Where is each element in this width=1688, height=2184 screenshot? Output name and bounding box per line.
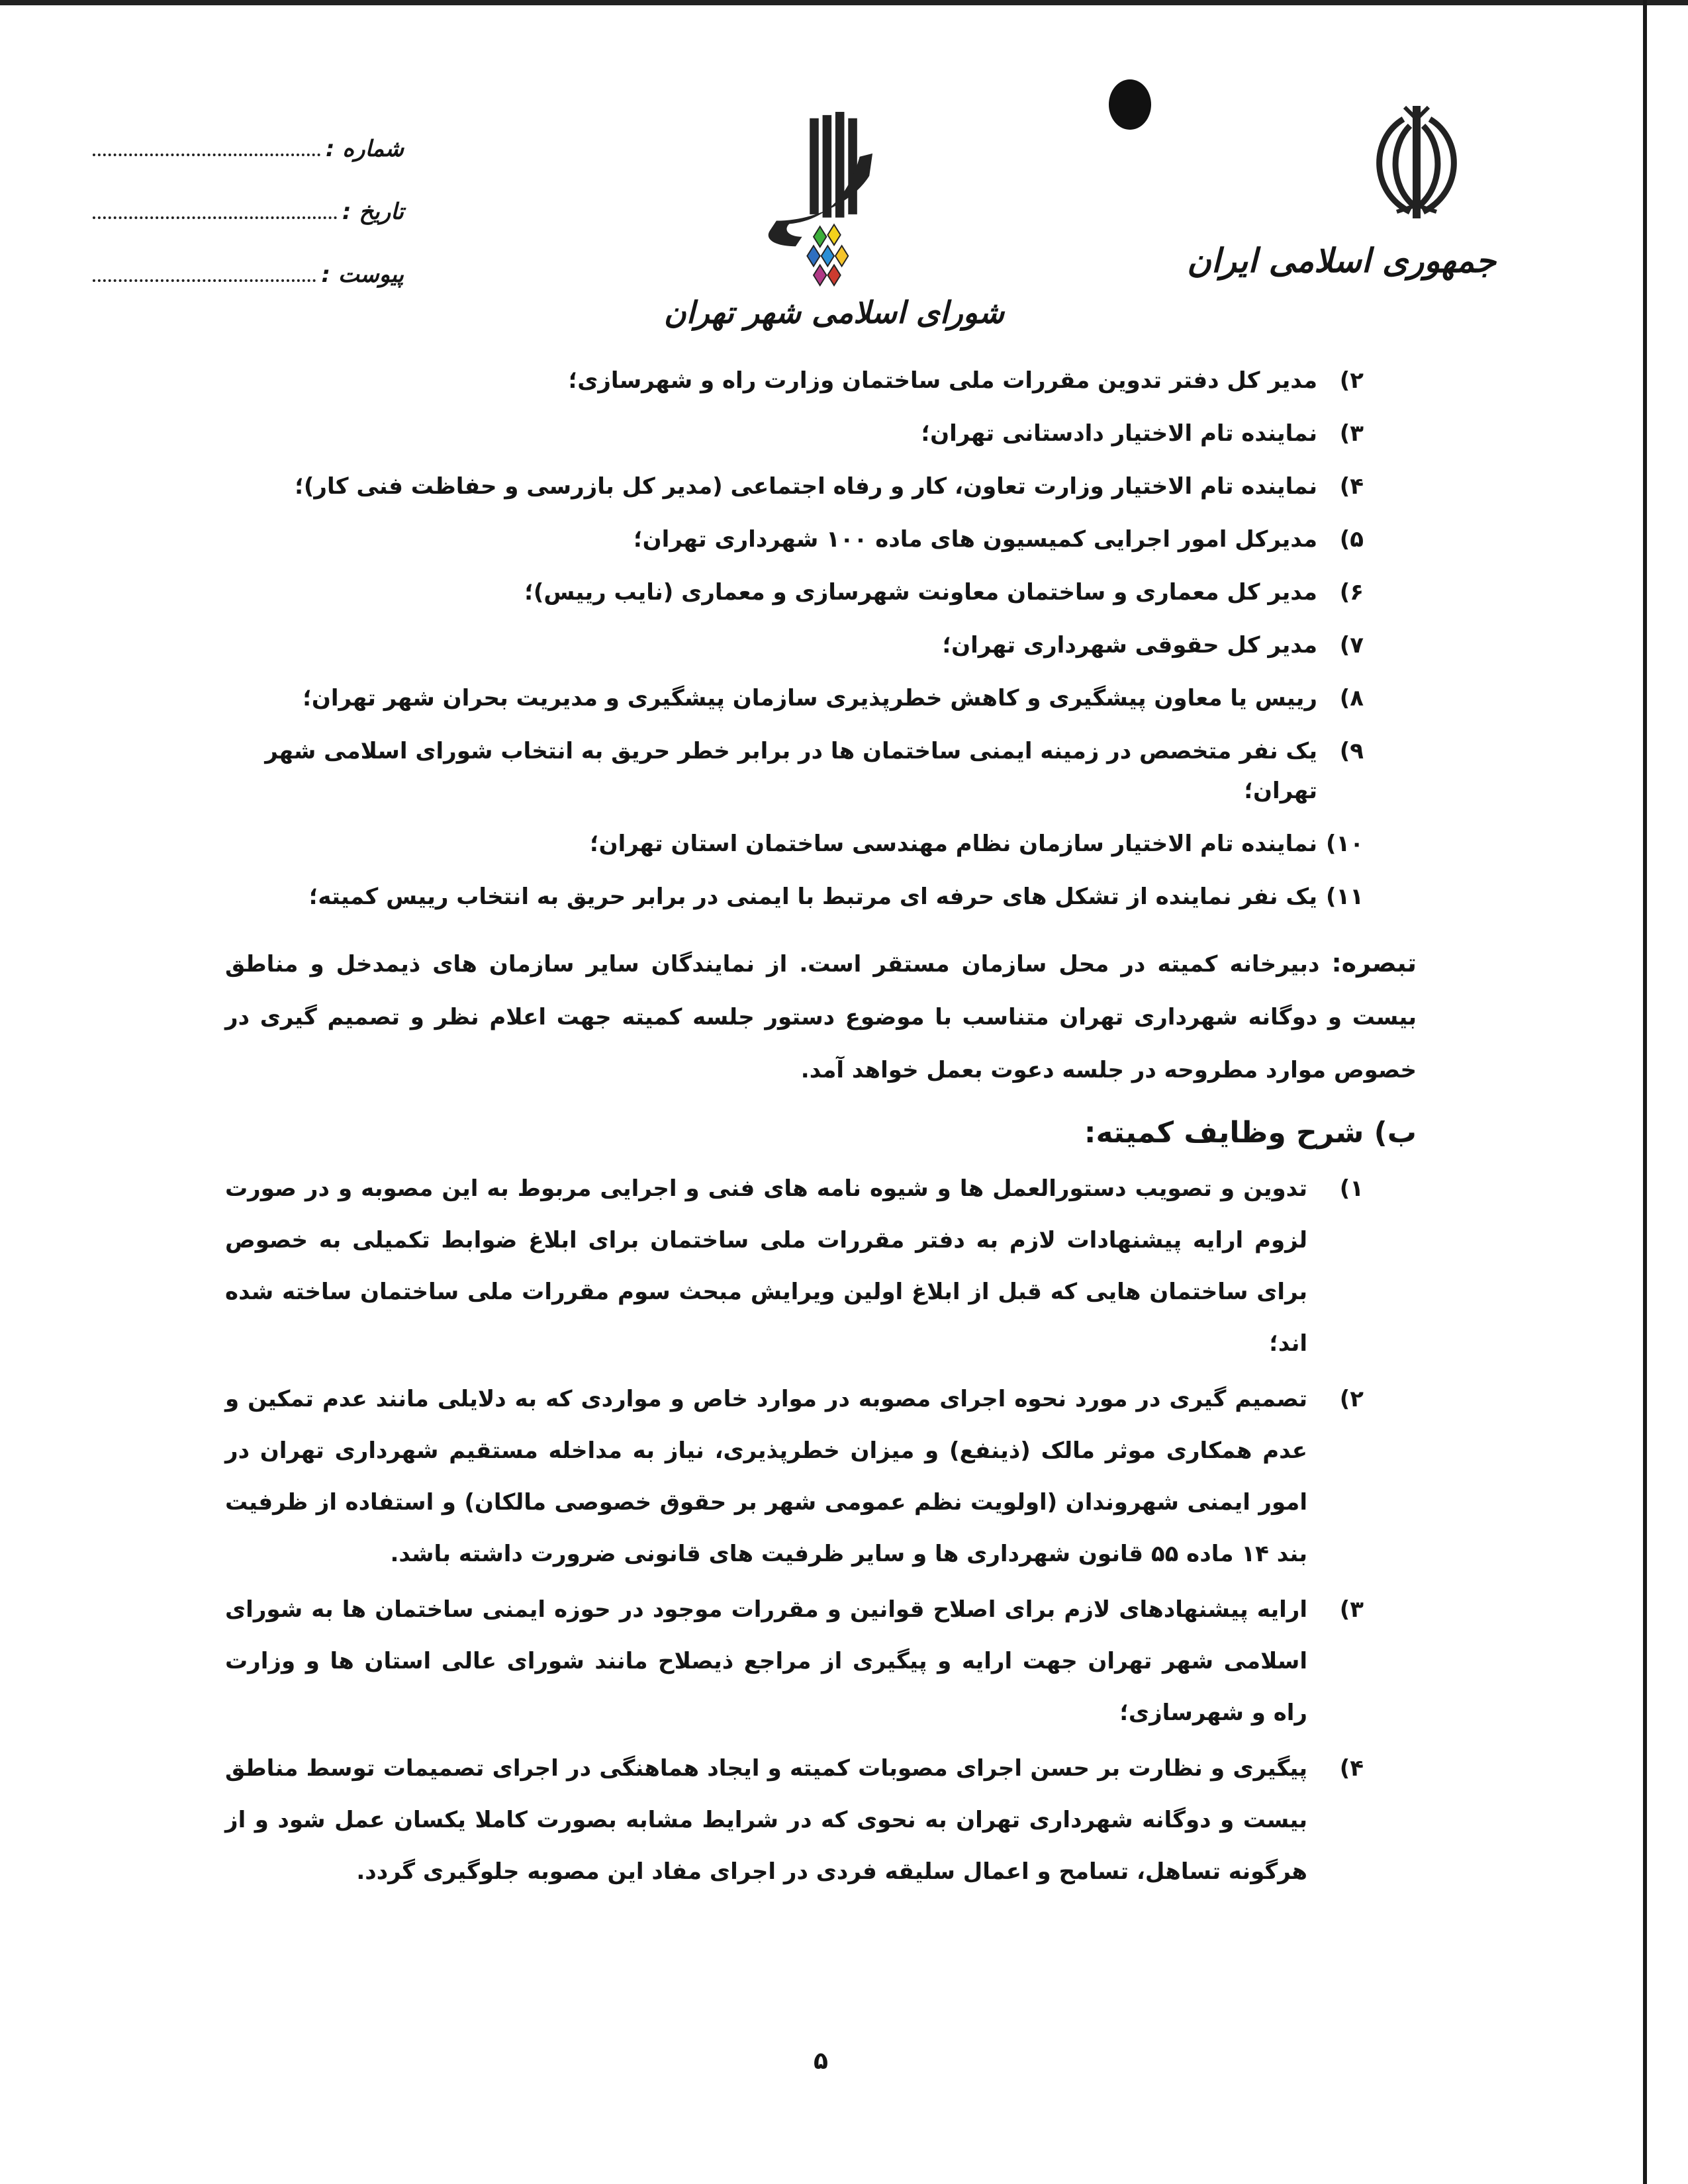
list-item: [225, 877, 1364, 917]
item-number: ۴): [1339, 473, 1364, 500]
item-text: پیگیری و نظارت بر حسن اجرای مصوبات کمیته و ایجاد هماهنگی در اجرای تصمیمات توسط مناطق بیست و دوگانه شهرداری تهران به نحوی که در شرایط مشابه بصورت کاملا یکسان عمل شود و از هرگونه تساهل، تسامح و اعمال سلیقه فردی در اجرای مفاد این مصوبه جلوگیری گردد.: [225, 1755, 1307, 1885]
letter-date-field: [93, 199, 404, 225]
list-item: [225, 625, 1364, 665]
government-name: جمهوری اسلامی ایران: [1187, 242, 1496, 280]
list-item: [225, 731, 1364, 811]
letter-date-label: تاریخ :: [342, 199, 404, 225]
logo-diamond: [827, 265, 840, 285]
item-text: رییس یا معاون پیشگیری و کاهش خطرپذیری سازمان پیشگیری و مدیریت بحران شهر تهران؛: [303, 685, 1317, 711]
list-item: [225, 824, 1364, 864]
item-number: ۲): [1339, 1386, 1364, 1412]
duty-item: [225, 1163, 1417, 1369]
item-text: مدیر کل حقوقی شهرداری تهران؛: [942, 632, 1317, 659]
item-text: تصمیم گیری در مورد نحوه اجرای مصوبه در موارد خاص و مواردی که به دلایلی مانند عدم تمکین و عدم همکاری موثر مالک (ذینفع) و میزان خطرپذیری، نیاز به مداخله مستقیم شهرداری تهران در امور ایمنی شهروندان (اولویت نظم عمومی شهر بر حقوق خصوصی مالکان) و استفاده از ظرفیت بند ۱۴ ماده ۵۵ قانون شهرداری ها و سایر ظرفیت های قانونی ضرورت داشته باشد.: [225, 1386, 1307, 1567]
iran-emblem-icon: [1357, 99, 1476, 225]
item-number: ۸): [1339, 685, 1364, 711]
item-number: ۵): [1339, 526, 1364, 553]
duty-item: [225, 1743, 1417, 1897]
item-number: ۴): [1339, 1755, 1364, 1782]
logo-diamond: [807, 246, 820, 266]
item-text: تدوین و تصویب دستورالعمل ها و شیوه نامه های فنی و اجرایی مربوط به این مصوبه و در صورت لزوم ارایه پیشنهادات لازم به دفتر مقررات ملی ساختمان برای ابلاغ ضوابط تکمیلی به خصوص برای ساختمان هایی که قبل از ابلاغ اولین ویرایش مبحث سوم مقررات ملی ساختمان ساخته شده اند؛: [225, 1175, 1307, 1357]
list-item: [225, 520, 1364, 559]
item-text: مدیرکل امور اجرایی کمیسیون های ماده ۱۰۰ شهرداری تهران؛: [633, 526, 1317, 553]
list-item: [225, 678, 1364, 718]
page-number: ۵: [814, 2048, 828, 2075]
council-name: شورای اسلامی شهر تهران: [663, 295, 1005, 330]
item-number: ۶): [1339, 579, 1364, 606]
item-text: نماینده تام الاختیار وزارت تعاون، کار و رفاه اجتماعی (مدیر کل بازرسی و حفاظت فنی کار)؛: [295, 473, 1317, 500]
item-text: یک نفر نماینده از تشکل های حرفه ای مرتبط با ایمنی در برابر حریق به انتخاب رییس کمیته؛: [308, 884, 1317, 910]
punch-hole-mark: [1109, 79, 1151, 130]
item-text: نماینده تام الاختیار سازمان نظام مهندسی ساختمان استان تهران؛: [590, 831, 1317, 857]
list-item: [225, 414, 1364, 453]
list-item: [225, 572, 1364, 612]
dotted-line: [93, 154, 320, 156]
list-item: [225, 361, 1364, 400]
section-heading: ب) شرح وظایف کمیته:: [1084, 1116, 1417, 1150]
item-text: مدیر کل معماری و ساختمان معاونت شهرسازی و معماری (نایب رییس)؛: [524, 579, 1317, 606]
committee-members-list: [225, 361, 1417, 930]
item-number: ۱۱): [1325, 884, 1364, 910]
item-text: نماینده تام الاختیار دادستانی تهران؛: [921, 420, 1317, 447]
dotted-line: [93, 216, 337, 219]
scan-right-edge: [1643, 0, 1647, 2184]
letter-number-field: [93, 136, 404, 162]
item-number: ۳): [1339, 420, 1364, 447]
document-body: [225, 361, 1417, 2075]
note-paragraph: [225, 936, 1417, 1097]
duty-item: [225, 1373, 1417, 1580]
item-number: ۱۰): [1325, 831, 1364, 857]
logo-diamond: [835, 246, 848, 266]
logo-diamond: [814, 226, 826, 247]
item-number: ۲): [1339, 367, 1364, 394]
duty-item: [225, 1584, 1417, 1739]
item-number: ۱): [1339, 1175, 1364, 1202]
item-text: یک نفر متخصص در زمینه ایمنی ساختمان ها در برابر خطر حریق به انتخاب شورای اسلامی شهر تهران؛: [265, 738, 1317, 804]
item-text: ارایه پیشنهادهای لازم برای اصلاح قوانین و مقررات موجود در حوزه ایمنی ساختمان ها به شورای اسلامی شهر تهران جهت ارایه و پیگیری از مراجع ذیصلاح مانند شورای عالی استان ها و وزارت راه و شهرسازی؛: [225, 1596, 1307, 1726]
scan-top-edge: [0, 0, 1688, 5]
item-number: ۷): [1339, 632, 1364, 659]
item-number: ۹): [1339, 738, 1364, 764]
list-item: [225, 467, 1364, 506]
logo-diamond: [827, 224, 840, 245]
note-label: تبصره:: [1331, 948, 1417, 978]
logo-diamond: [821, 246, 834, 266]
tehran-council-logo: [735, 93, 933, 291]
note-text: دبیرخانه کمیته در محل سازمان مستقر است. از نمایندگان سایر سازمان های ذیمدخل و مناطق بیست و دوگانه شهرداری تهران متناسب با موضوع دستور جلسه کمیته جهت اعلام نظر و تصمیم گیری در خصوص موارد مطروحه در جلسه دعوت بعمل خواهد آمد.: [225, 951, 1417, 1083]
dotted-line: [93, 279, 316, 282]
attachment-field: [93, 261, 404, 288]
attachment-label: پیوست :: [321, 261, 404, 288]
item-text: مدیر کل دفتر تدوین مقررات ملی ساختمان وزارت راه و شهرسازی؛: [568, 367, 1317, 394]
letter-number-label: شماره :: [325, 136, 404, 162]
item-number: ۳): [1339, 1596, 1364, 1623]
logo-diamond: [814, 265, 826, 285]
